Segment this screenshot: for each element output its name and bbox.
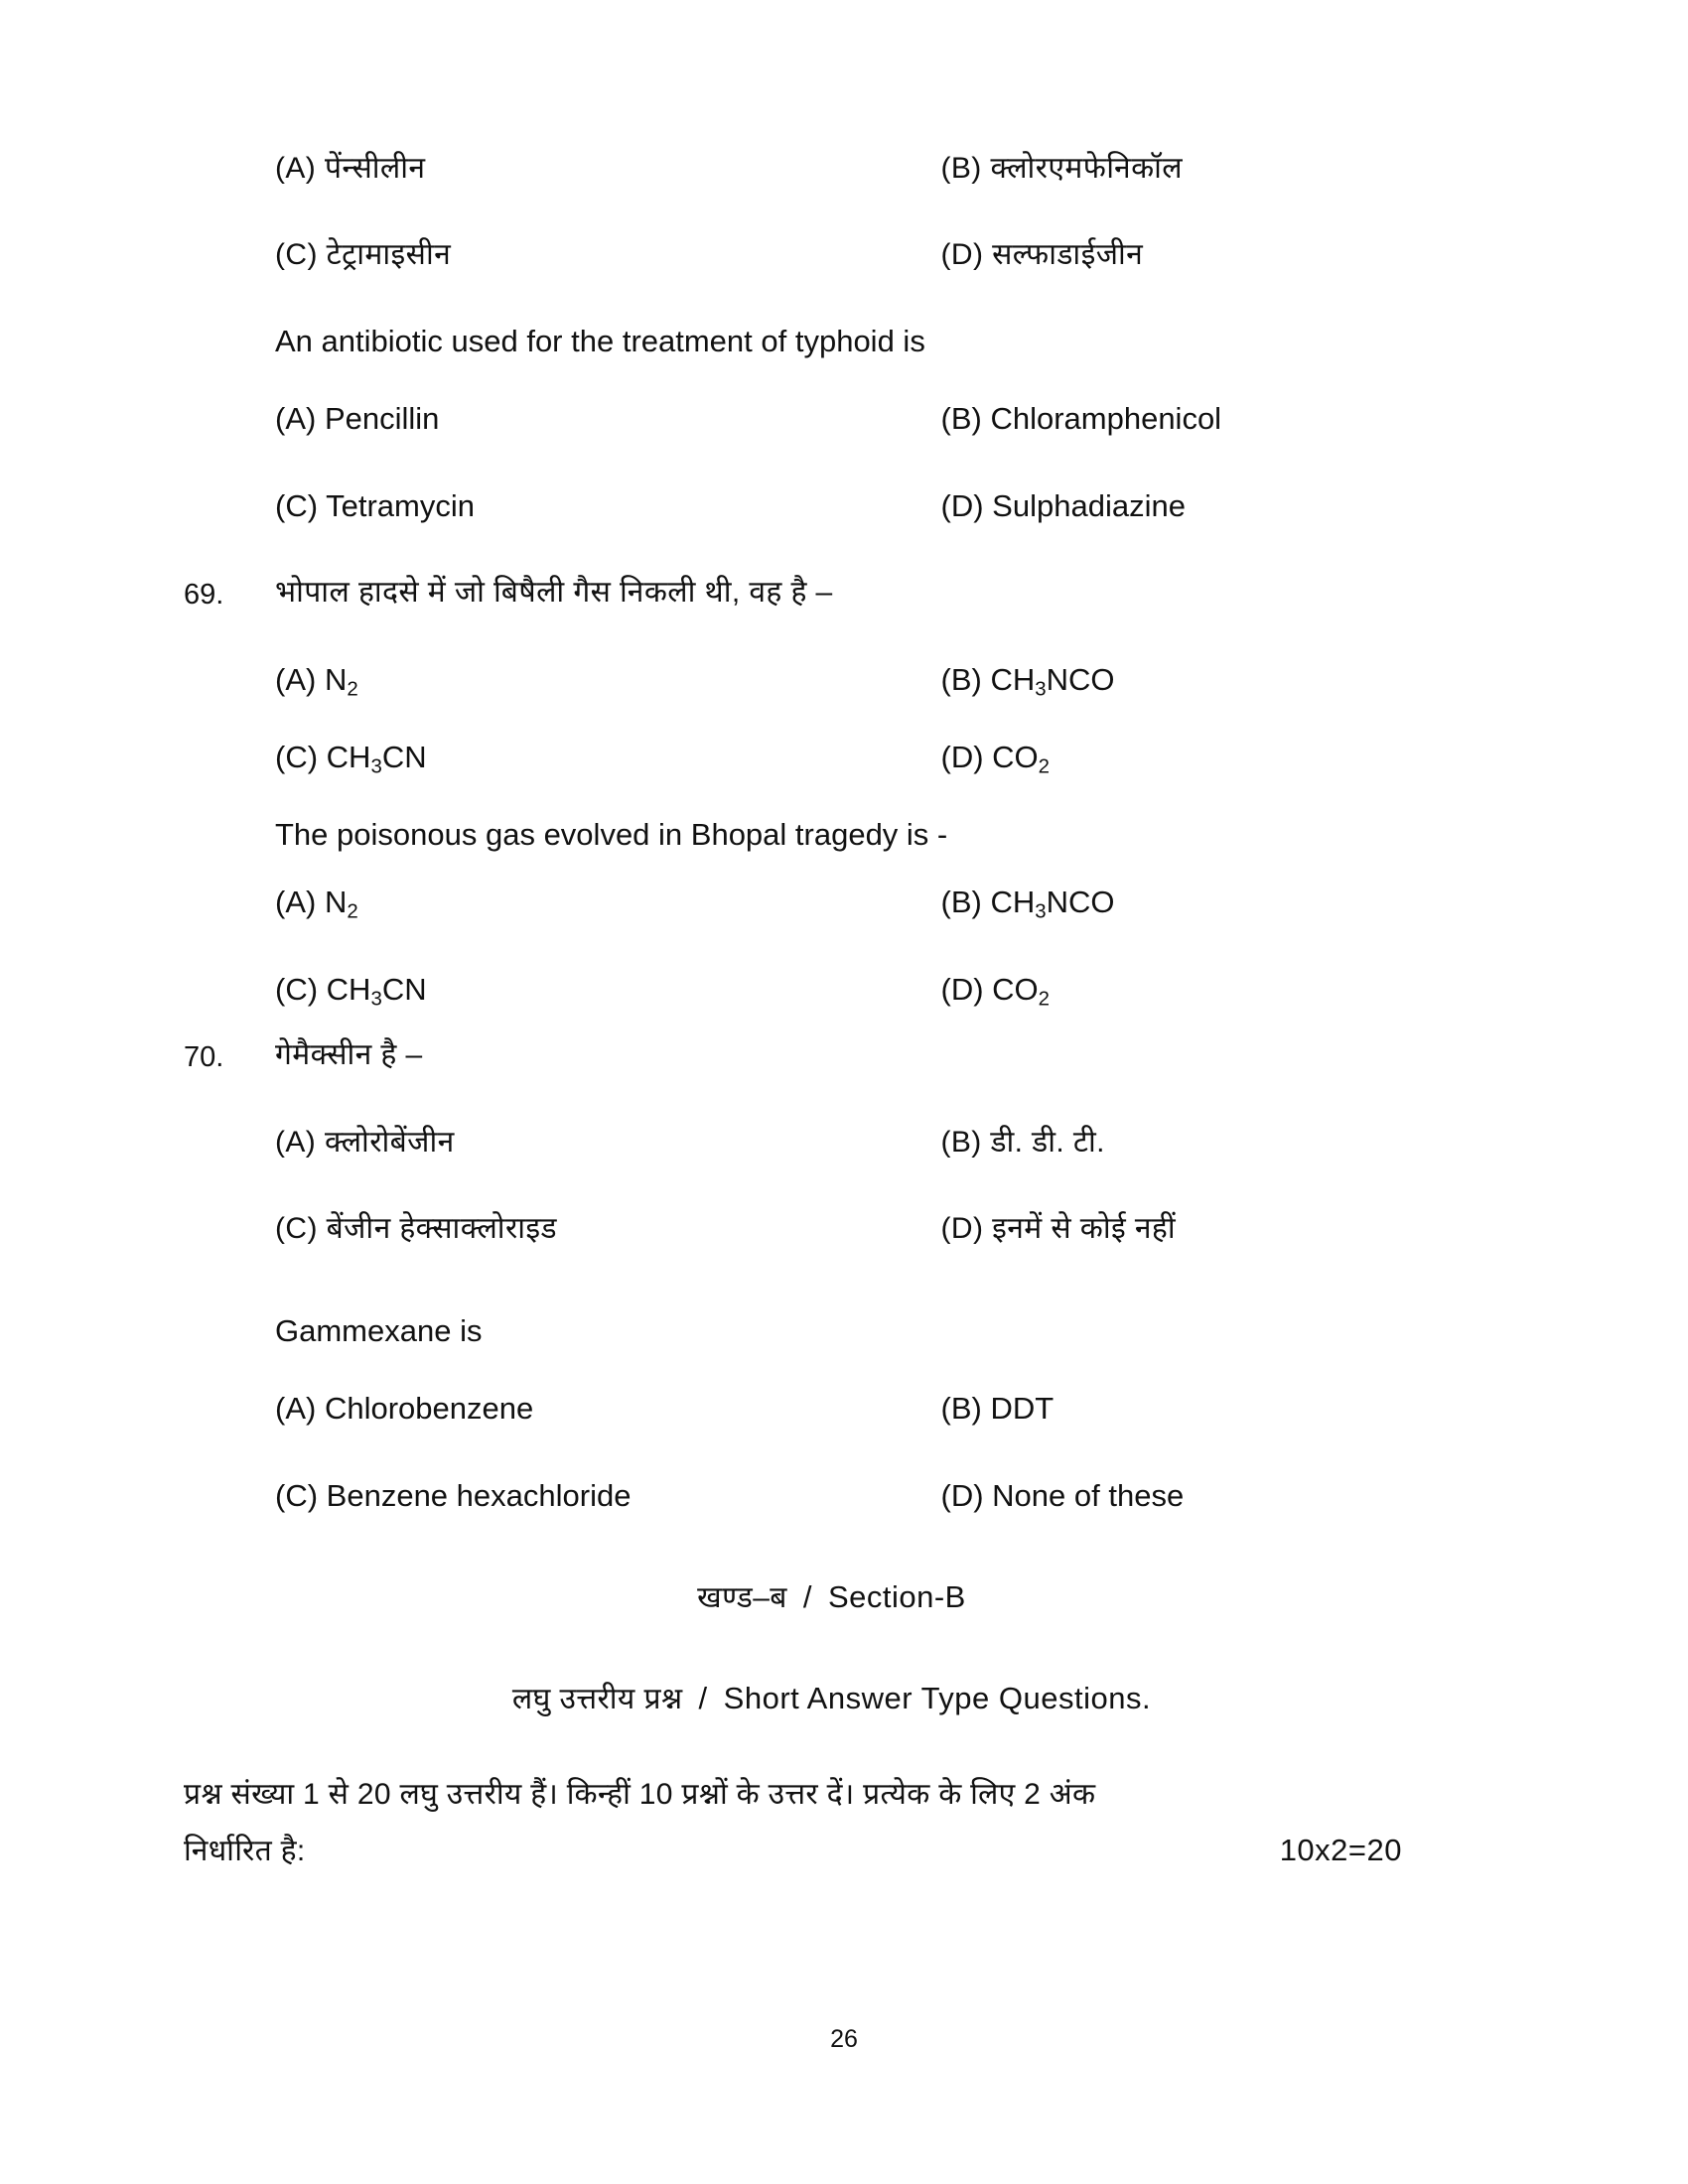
spacer — [184, 614, 1479, 659]
spacer — [184, 1352, 1479, 1388]
q68-hindi-option-c — [275, 235, 923, 276]
q68-hindi-option-a — [275, 149, 923, 190]
section-b-subtitle — [184, 1680, 1479, 1720]
option-text: Sulphadiazine — [992, 487, 1186, 523]
spacer — [184, 1430, 1479, 1475]
option-label: (C) — [275, 740, 319, 775]
q69-english-options-row-1 — [275, 882, 1571, 923]
option-formula-tail: NCO — [1046, 662, 1115, 698]
q69-hindi-option-d — [923, 737, 1572, 778]
question-70-english-stem: Gammexane is — [275, 1313, 483, 1349]
option-formula: CH — [326, 971, 371, 1007]
option-label: (C) — [275, 971, 319, 1007]
option-label: (D) — [940, 1211, 984, 1245]
spacer — [184, 1163, 1479, 1209]
q70-hindi-option-a — [275, 1123, 923, 1163]
option-text: Pencillin — [324, 400, 440, 436]
option-text: सल्फाडाईजीन — [992, 237, 1144, 271]
q69-english-option-a — [275, 882, 923, 923]
q69-english-option-b — [923, 882, 1572, 923]
section-b-heading — [184, 1578, 1479, 1619]
q69-hindi-options-row-2 — [275, 737, 1571, 778]
section-b-instruction-line-2-row — [184, 1823, 1479, 1879]
option-label: (B) — [940, 662, 982, 698]
section-b-subtitle-separator: / — [698, 1681, 708, 1716]
option-text: टेट्रामाइसीन — [326, 237, 452, 271]
option-text: डी. डी. टी. — [990, 1126, 1105, 1160]
q68-english-option-a — [275, 398, 923, 440]
q69-english-option-c — [275, 969, 923, 1011]
q70-english-option-b — [923, 1388, 1572, 1430]
option-text: Tetramycin — [326, 487, 475, 523]
option-formula: CH — [990, 884, 1036, 919]
option-label: (D) — [940, 487, 984, 523]
option-label: (D) — [940, 1477, 984, 1513]
option-text: DDT — [990, 1390, 1055, 1426]
q69-hindi-option-b — [923, 659, 1572, 701]
option-label: (C) — [275, 237, 318, 271]
q69-hindi-option-c — [275, 737, 923, 778]
option-subscript: 2 — [347, 677, 358, 701]
q68-hindi-option-d — [923, 235, 1572, 276]
q70-hindi-option-c — [275, 1209, 923, 1250]
section-b-marks: 10x2=20 — [1279, 1832, 1402, 1867]
question-69 — [184, 573, 1479, 614]
q68-english-options-row-1 — [275, 398, 1571, 440]
option-label: (C) — [275, 1211, 318, 1245]
option-label: (B) — [940, 1126, 982, 1160]
spacer — [184, 1077, 1479, 1123]
spacer — [184, 856, 1479, 882]
q70-english-option-a — [275, 1388, 923, 1430]
q70-english-options-row-2 — [275, 1475, 1571, 1517]
option-label: (B) — [940, 1390, 982, 1426]
q68-english-option-b — [923, 398, 1572, 440]
q70-english-option-d — [923, 1475, 1572, 1517]
option-subscript: 2 — [347, 899, 358, 923]
question-69-english-stem: The poisonous gas evolved in Bhopal tragedy is - — [275, 816, 948, 852]
option-label: (A) — [275, 1390, 317, 1426]
section-b-subtitle-hindi: लघु उत्तरीय प्रश्न — [511, 1683, 683, 1716]
spacer — [184, 1517, 1479, 1578]
spacer — [184, 190, 1479, 235]
q69-english-options-row-2 — [275, 969, 1571, 1011]
q70-english-option-c — [275, 1475, 923, 1517]
question-69-number: 69. — [184, 578, 224, 611]
question-70-hindi-stem: गेमैक्सीन है – — [275, 1038, 423, 1072]
q68-hindi-option-b — [923, 149, 1572, 190]
section-b-title-english: Section-B — [827, 1578, 966, 1614]
option-subscript: 3 — [1035, 677, 1047, 701]
option-text: पेंन्सीलीन — [324, 152, 426, 185]
spacer — [184, 1249, 1479, 1310]
section-b-separator: / — [802, 1578, 812, 1614]
option-formula: CO — [992, 740, 1039, 775]
option-subscript: 3 — [370, 987, 382, 1011]
spacer — [184, 362, 1479, 398]
option-formula-tail: NCO — [1046, 884, 1115, 919]
option-label: (B) — [940, 400, 982, 436]
question-70-number: 70. — [184, 1041, 224, 1074]
option-label: (A) — [275, 1126, 317, 1160]
q70-hindi-option-d — [923, 1209, 1572, 1250]
option-text: Chlorobenzene — [324, 1390, 534, 1426]
option-formula: N — [324, 662, 348, 698]
q69-hindi-options-row-1 — [275, 659, 1571, 701]
q68-hindi-options-row-1 — [275, 149, 1571, 190]
option-label: (B) — [940, 152, 982, 185]
q68-english-options-row-2 — [275, 485, 1571, 527]
option-subscript: 3 — [1035, 899, 1047, 923]
section-b-subtitle-english: Short Answer Type Questions. — [723, 1681, 1152, 1716]
option-label: (D) — [940, 740, 984, 775]
option-text: Chloramphenicol — [990, 400, 1222, 436]
spacer — [184, 701, 1479, 737]
section-b-instruction-line-2: निर्धारित है: — [184, 1834, 306, 1867]
option-text: Benzene hexachloride — [326, 1477, 632, 1513]
option-formula: N — [324, 884, 348, 919]
option-formula-tail: CN — [381, 740, 427, 775]
page-number: 26 — [830, 2025, 858, 2053]
q70-hindi-options-row-1 — [275, 1123, 1571, 1163]
q68-english-option-c — [275, 485, 923, 527]
option-subscript: 2 — [1038, 987, 1051, 1011]
spacer — [184, 923, 1479, 969]
q69-hindi-option-a — [275, 659, 923, 701]
option-text: बेंजीन हेक्साक्लोराइड — [326, 1211, 557, 1245]
spacer — [184, 778, 1479, 814]
option-label: (C) — [275, 487, 319, 523]
q70-hindi-option-b — [923, 1123, 1572, 1163]
option-text: क्लोरोबेंजीन — [324, 1126, 455, 1160]
q68-hindi-options-row-2 — [275, 235, 1571, 276]
option-label: (C) — [275, 1477, 319, 1513]
spacer — [184, 275, 1479, 321]
option-label: (A) — [275, 662, 317, 698]
spacer — [184, 1618, 1479, 1680]
option-text: इनमें से कोई नहीं — [992, 1211, 1177, 1245]
option-formula: CH — [326, 740, 371, 775]
question-69-hindi-stem: भोपाल हादसे में जो बिषैली गैस निकली थी, वह है – — [275, 575, 833, 609]
spacer — [184, 527, 1479, 573]
option-label: (B) — [940, 884, 982, 919]
option-text: None of these — [992, 1477, 1185, 1513]
q70-english-options-row-1 — [275, 1388, 1571, 1430]
q69-english-option-d — [923, 969, 1572, 1011]
q68-english-option-d — [923, 485, 1572, 527]
option-label: (A) — [275, 884, 317, 919]
option-label: (A) — [275, 152, 317, 185]
option-text: क्लोरएमफेनिकॉल — [990, 152, 1184, 185]
spacer — [184, 1010, 1479, 1035]
spacer — [184, 440, 1479, 485]
q68-english-stem: An antibiotic used for the treatment of typhoid is — [275, 324, 925, 358]
option-label: (D) — [940, 971, 984, 1007]
section-b-instruction-line-1: प्रश्न संख्या 1 से 20 लघु उत्तरीय हैं। किन्हीं 10 प्रश्नों के उत्तर दें। प्रत्येक के लिए 2 अंक — [184, 1777, 1096, 1811]
option-formula: CH — [990, 662, 1036, 698]
question-70 — [184, 1035, 1479, 1077]
option-formula-tail: CN — [381, 971, 427, 1007]
q70-hindi-options-row-2 — [275, 1209, 1571, 1250]
option-label: (D) — [940, 237, 984, 271]
option-label: (A) — [275, 400, 317, 436]
option-subscript: 3 — [370, 754, 382, 778]
option-subscript: 2 — [1038, 754, 1051, 778]
option-formula: CO — [992, 971, 1039, 1007]
spacer — [184, 1720, 1479, 1766]
section-b-title-hindi: खण्ड–ब — [697, 1580, 787, 1614]
